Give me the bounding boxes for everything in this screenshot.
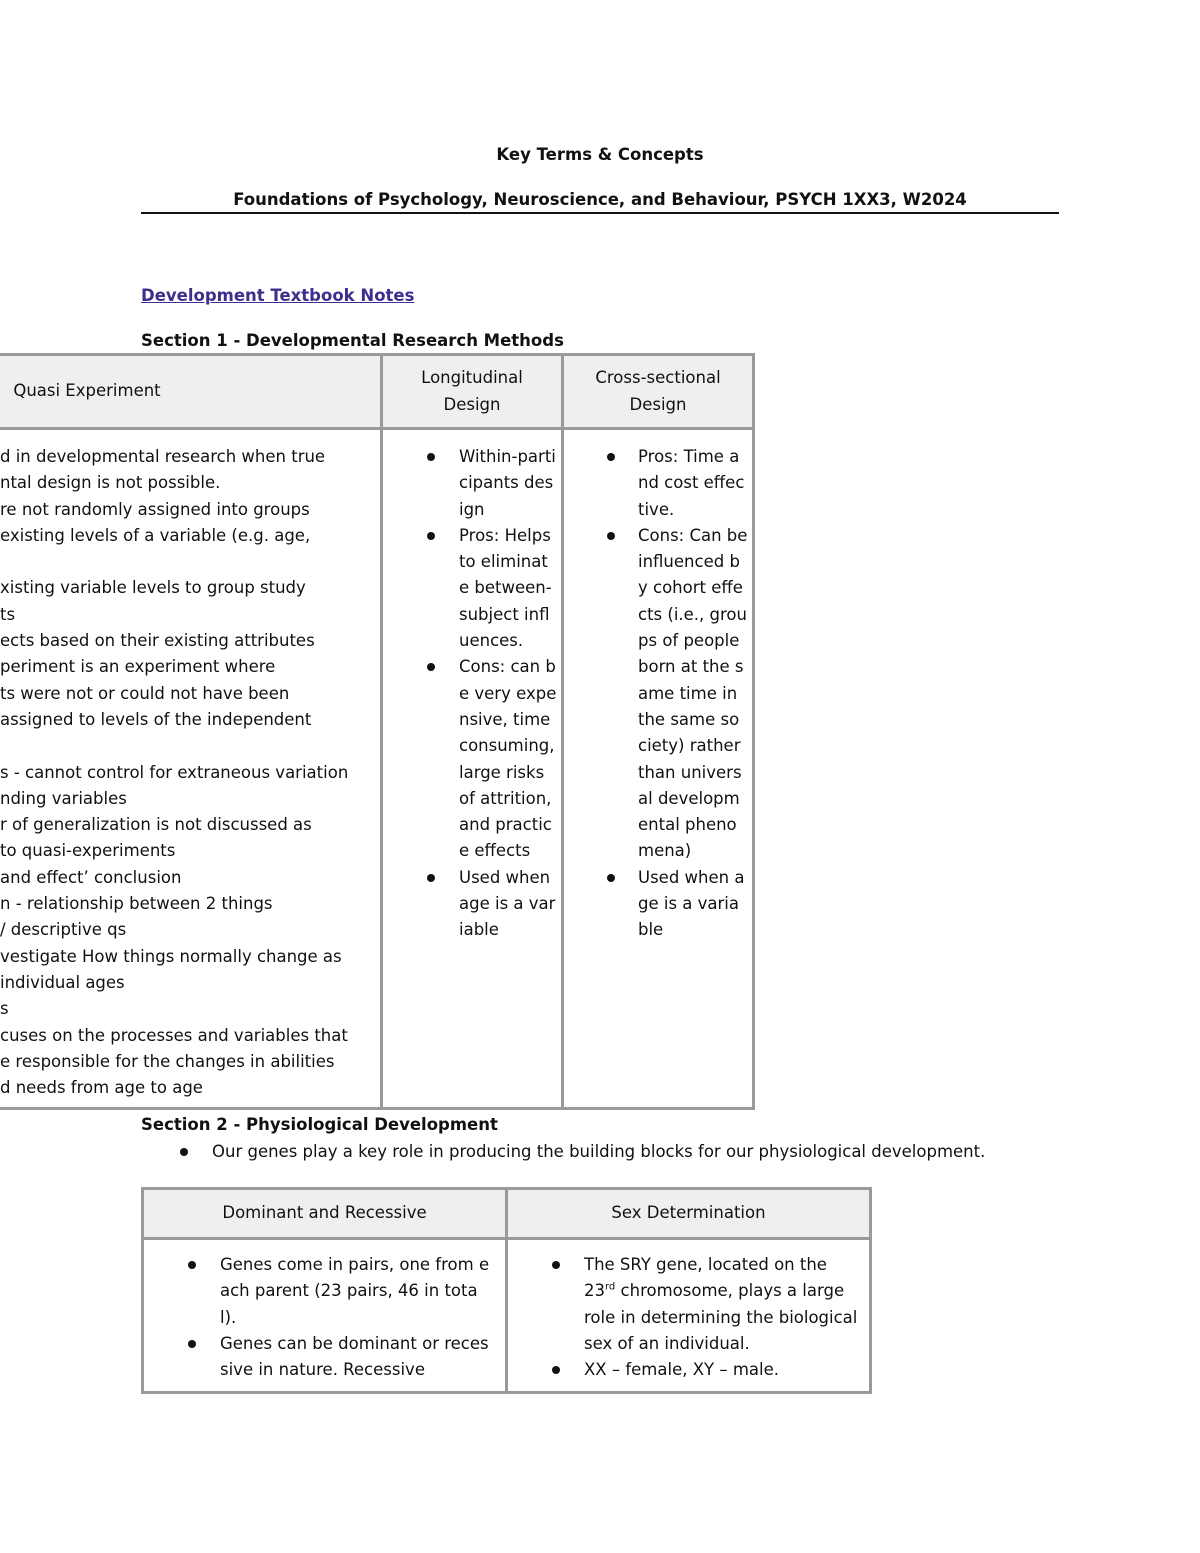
list-item-text: Cons: can be very expensive, time consuming, large risks of attrition, and practice effects (459, 657, 557, 861)
quasi-line: existing levels of a variable (e.g. age, (0, 525, 311, 545)
cross-header (563, 355, 754, 429)
bullet-icon (427, 874, 435, 882)
quasi-line: n - relationship between 2 things (0, 894, 273, 914)
longitudinal-cell (382, 429, 563, 1109)
longitudinal-list (383, 444, 561, 944)
quasi-line: re not randomly assigned into groups (0, 499, 310, 519)
quasi-line: ntal design is not possible. (0, 473, 221, 493)
quasi-line: ts were not or could not have been (0, 683, 290, 703)
sex-cell (507, 1239, 871, 1393)
research-methods-table (0, 353, 755, 1110)
quasi-line: e responsible for the changes in abilities (0, 1051, 335, 1071)
section2-bullet (176, 1139, 985, 1165)
bullet-icon (188, 1261, 196, 1269)
list-item-text: Pros: Helps to eliminate between-subject influences. (459, 525, 552, 651)
longitudinal-header (382, 355, 563, 429)
list-item (564, 523, 752, 865)
bullet-icon (427, 532, 435, 540)
quasi-line: r of generalization is not discussed as (0, 815, 312, 835)
bullet-icon (180, 1148, 188, 1156)
section1-heading: Section 1 - Developmental Research Methods (141, 331, 564, 350)
quasi-line (0, 549, 380, 575)
dominant-list (144, 1252, 505, 1383)
bullet-icon (607, 453, 615, 461)
cross-cell (563, 429, 754, 1109)
list-item-text: Pros: Time and cost effective. (638, 447, 745, 519)
list-item-text: Used when age is a variable (638, 867, 745, 940)
quasi-line: xisting variable levels to group study (0, 578, 306, 598)
section2-bullet-text: Our genes play a key role in producing the building blocks for our physiological development. (212, 1142, 986, 1161)
quasi-header-label: Quasi Experiment (13, 381, 161, 401)
quasi-line: s (0, 999, 9, 1019)
quasi-line: and effect’ conclusion (0, 867, 182, 887)
dominant-cell (143, 1239, 507, 1393)
list-item (383, 865, 561, 944)
list-item (564, 444, 752, 523)
sex-item1-text-b: chromosome, plays a large role in determining the biological sex of an individual. (584, 1281, 858, 1353)
list-item (508, 1357, 869, 1383)
cross-list (564, 444, 752, 944)
list-item (144, 1252, 505, 1331)
cross-header-label: Cross-sectional Design (595, 368, 721, 414)
quasi-line: vestigate How things normally change as (0, 946, 342, 966)
quasi-line: to quasi-experiments (0, 841, 176, 861)
quasi-line: cuses on the processes and variables that (0, 1025, 348, 1045)
list-item-text: Genes can be dominant or recessive in nature. Recessive (220, 1333, 489, 1380)
course-title: Foundations of Psychology, Neuroscience, and Behaviour, PSYCH 1XX3, W2024 (233, 190, 967, 209)
dominant-header-label: Dominant and Recessive (222, 1203, 427, 1223)
bullet-icon (427, 663, 435, 671)
list-item (144, 1331, 505, 1384)
document-title: Key Terms & Concepts (496, 145, 704, 164)
bullet-icon (607, 874, 615, 882)
sex-list (508, 1252, 869, 1383)
sex-item2-text: XX – female, XY – male. (584, 1360, 780, 1380)
list-item-text: Used when age is a variable (459, 867, 556, 940)
quasi-line (0, 733, 380, 759)
sex-header-label: Sex Determination (611, 1203, 766, 1223)
quasi-line: d in developmental research when true (0, 447, 326, 466)
title-divider (141, 212, 1059, 214)
list-item (383, 654, 561, 864)
longitudinal-header-label: Longitudinal Design (421, 368, 523, 414)
quasi-line: / descriptive qs (0, 920, 127, 940)
quasi-header (0, 355, 382, 429)
list-item (383, 444, 561, 523)
list-item-text: Within-participants design (459, 447, 556, 519)
list-item (508, 1252, 869, 1357)
section2-heading: Section 2 - Physiological Development (141, 1115, 498, 1134)
dominant-header (143, 1189, 507, 1239)
bullet-icon (552, 1366, 560, 1374)
notes-link[interactable]: Development Textbook Notes (141, 286, 415, 305)
list-item-text: Cons: Can be influenced by cohort effects (i.e., groups of people born at the same time in the same society) rather than universal developmental phenomena) (638, 525, 748, 861)
quasi-line: individual ages (0, 972, 125, 992)
quasi-line: nding variables (0, 788, 127, 808)
bullet-icon (607, 532, 615, 540)
quasi-line: periment is an experiment where (0, 657, 276, 677)
quasi-text (0, 444, 380, 1101)
quasi-cell (0, 429, 382, 1109)
bullet-icon (427, 453, 435, 461)
physiological-table (141, 1187, 872, 1394)
quasi-line: ects based on their existing attributes (0, 631, 315, 651)
quasi-line: s - cannot control for extraneous variation (0, 762, 349, 782)
list-item-text: Genes come in pairs, one from each parent (23 pairs, 46 in total). (220, 1255, 490, 1327)
sex-item1-sup: rd (605, 1281, 616, 1293)
sex-item1-text-a: The SRY gene, located on the 23 (584, 1255, 827, 1301)
sex-header (507, 1189, 871, 1239)
quasi-line: ts (0, 604, 16, 624)
bullet-icon (188, 1340, 196, 1348)
bullet-icon (552, 1261, 560, 1269)
quasi-line: d needs from age to age (0, 1078, 203, 1098)
quasi-line: assigned to levels of the independent (0, 709, 312, 729)
list-item (383, 523, 561, 654)
list-item (564, 865, 752, 944)
